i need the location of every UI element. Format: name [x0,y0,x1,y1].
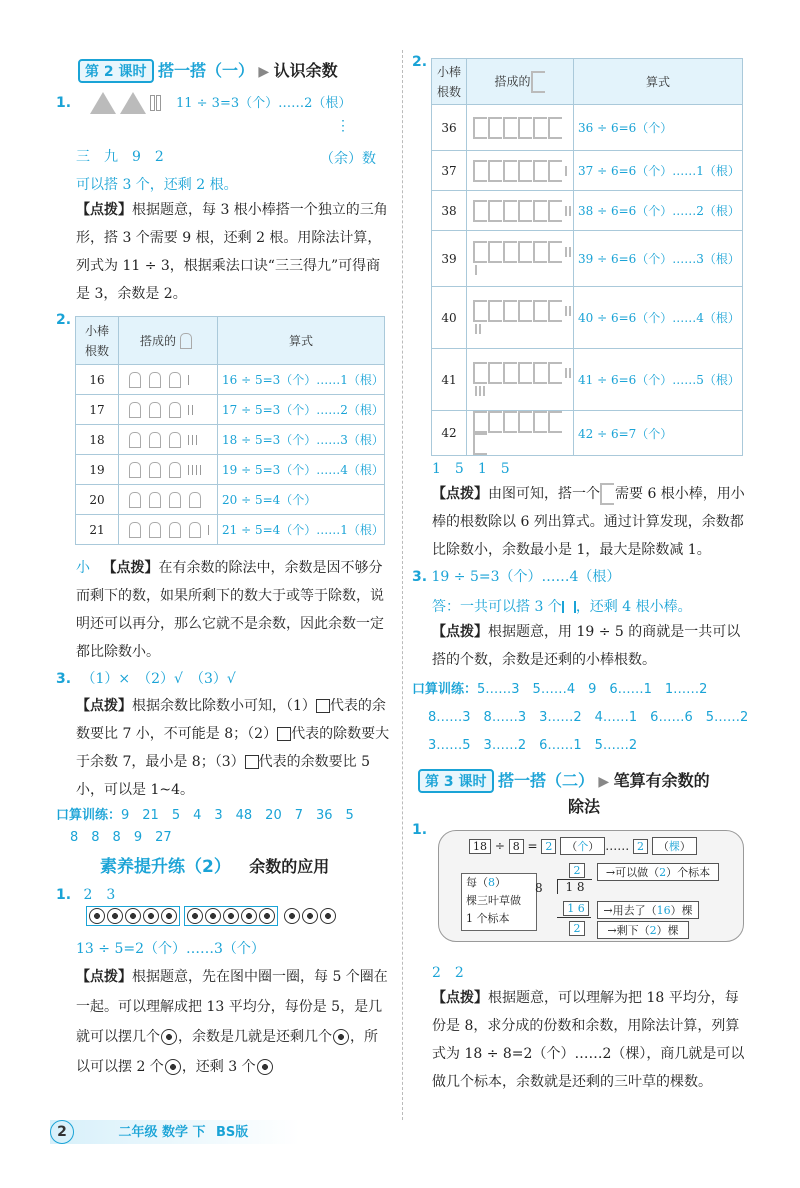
six-shape-icon [548,160,562,182]
q1-hint [76,196,390,308]
q1-answer: 可以搭 3 个，还剩 2 根。 [76,177,238,193]
six-shape-icon [488,241,502,263]
formula-cell: 19 ÷ 5=3（个）……4（根） [218,455,385,485]
triangle-icon [90,92,116,114]
sy-title: 素养提升练（2） [100,857,231,877]
table-header: 算式 [218,317,385,365]
shapes-cell [467,151,574,191]
six-shape-icon [548,241,562,263]
six-shape-icon [503,160,517,182]
six-shape-icon [503,200,517,222]
stick-icon [196,435,197,445]
six-shape-icon [518,200,532,222]
house-icon [169,522,181,538]
formula-cell: 38 ÷ 6=6（个）……2（根） [574,191,743,231]
footer-edition: BS版 [215,1125,249,1140]
table-header: 小棒 根数 [76,317,119,365]
six-shape-icon [548,300,562,322]
arrow-icon: ▶ [598,774,610,790]
shapes-cell [119,455,218,485]
six-shape-icon [548,200,562,222]
remainder: 2 [569,921,585,936]
ball-cluster-icon [165,1059,181,1075]
six-shape-icon [533,300,547,322]
six-shape-icon [533,200,547,222]
shapes-cell [467,287,574,349]
six-shape-icon [473,433,487,455]
formula-cell: 36 ÷ 6=6（个） [574,105,743,151]
q3-block [56,668,236,688]
six-shape-icon [473,241,487,263]
oral-line2: 8……3 8……3 3……2 4……1 6……6 5……2 [428,710,749,725]
r-q3-block [412,566,620,586]
house-icon [129,372,141,388]
sy-header [100,852,329,877]
hint-text: 在有余数的除法中，余数是因不够分而剩下的数，如果所剩下的数大于或等于除数，说明还可以再分，那么它就不是余数，因此余数一定都比除数小。 [76,560,384,660]
table-header: 搭成的 [119,317,218,365]
hint-label: 【点拨】 [76,202,132,218]
r-q1-answer: 2 2 [432,965,464,981]
page-number: 2 [50,1120,74,1144]
sq1-answer: 2 3 [83,887,116,903]
ball-icon [320,908,336,924]
hint-label: 【点拨】 [432,486,488,502]
square-icon [316,699,330,713]
shapes-cell [119,485,218,515]
six-shape-icon [548,411,562,433]
table-row [432,105,743,151]
triangle-icons [90,95,166,111]
six-shape-icon [473,200,487,222]
stick-icon [483,386,485,396]
sy-subtitle: 余数的应用 [249,857,330,876]
product: 1 6 [563,901,589,916]
oral-line1: 9 21 5 4 3 48 20 7 36 5 [121,808,354,823]
q2-hint [76,554,390,666]
q3-hint: 【点拨】根据余数比除数小可知，（1） 代表的余数要比 7 小，不可能是 8；（2） 代表的除数要大于余数 7，最小是 8；（3） 代表的余数要比 5 小，可以是 1~4。 [76,698,390,798]
stick-icon [188,465,189,475]
house-icon [149,492,161,508]
label-box-3: →剩下（2）棵 [597,921,689,939]
q1-chars: 三 九 9 2 [76,149,164,165]
ball-row [86,906,386,926]
hexagon-icon [531,71,545,93]
q2-answer: 小 [76,560,90,576]
table-row [432,191,743,231]
six-shape-icon [503,411,517,433]
table-row [76,365,385,395]
six-shape-icon [473,411,487,433]
r-q3-formula: 19 ÷ 5=3（个）……4（根） [431,569,621,585]
table-header: 算式 [574,59,743,105]
shapes-cell [467,411,574,456]
stick-count: 16 [76,365,119,395]
lesson-subtitle-2: 除法 [568,797,601,816]
stick-icon [569,247,571,257]
six-shape-icon [518,117,532,139]
ball-cluster-icon [161,1029,177,1045]
house-icon [169,402,181,418]
sq1-formula: 13 ÷ 5=2（个）……3（个） [76,941,265,957]
q1-diagram [438,830,744,942]
six-shape-icon [503,241,517,263]
six-shape-icon [518,411,532,433]
table-row [76,395,385,425]
stick-icon [188,405,189,415]
lesson-title: 搭一搭（二） [497,771,594,790]
hint-label: 【点拨】 [76,969,132,985]
left-label-box: 每（8） 棵三叶草做 1 个标本 [461,873,537,931]
oral-line2: 8 8 8 9 27 [70,830,172,845]
hint-label: 【点拨】 [76,698,132,714]
house-icon [129,462,141,478]
stick-icon [565,247,567,257]
q-number: 1. [412,822,428,838]
q3-answers: （1）× （2）√ （3）√ [81,671,236,687]
house-icon [149,462,161,478]
divisor: 8 [535,881,543,895]
shapes-cell [467,349,574,411]
lesson-badge: 第 3 课时 [418,769,494,793]
r-q2-answer: 1 5 1 5 [432,461,510,477]
house-icon [149,432,161,448]
stick-icon [156,95,161,111]
six-shape-icon [518,300,532,322]
r-q3-answer: 答：一共可以搭 3 个 ，还剩 4 根小棒。 [432,599,692,615]
lesson-badge: 第 2 课时 [78,59,154,83]
six-shape-icon [518,160,532,182]
house-icon [149,372,161,388]
oral-line3: 3……5 3……2 6……1 5……2 [428,738,638,753]
shapes-cell [119,425,218,455]
dividend: 1 8 [557,879,592,894]
stick-icon [565,206,567,216]
lesson-subtitle: 认识余数 [273,61,338,80]
r-q2-hint: 【点拨】由图可知，搭一个 需要 6 根小棒，用小棒的根数除以 6 列出算式。通过计算发现，余数都比除数小，余数最小是 1，最大是除数减 1。 [432,480,752,564]
stick-icon [188,435,189,445]
shapes-cell [119,515,218,545]
hint-label: 【点拨】 [432,990,488,1006]
six-shape-icon [518,241,532,263]
stick-icon [565,166,567,176]
ball-icon [257,1059,273,1075]
q1-yu: （余）数 [320,151,376,167]
oral-label: 口算训练： [56,808,122,823]
stick-icon [200,465,201,475]
stick-count: 39 [432,231,467,287]
stick-count: 41 [432,349,467,411]
table-header: 搭成的 [467,59,574,105]
square-icon [277,727,291,741]
stick-count: 38 [432,191,467,231]
stick-icon [569,306,571,316]
y-shape-icon [562,601,576,613]
q-number: 2. [56,312,72,328]
house-icon [169,432,181,448]
stick-count: 42 [432,411,467,456]
oral-label: 口算训练： [412,682,478,697]
r-oral-training [412,676,748,760]
six-shape-icon [488,411,502,433]
q1-dots: ⋮ [336,118,350,134]
house-icon [129,402,141,418]
label-box-1: →可以做（2）个标本 [597,863,719,881]
hint-label: 【点拨】 [102,560,159,576]
six-shape-icon [533,241,547,263]
label-box-2: →用去了（16）棵 [597,901,699,919]
house-icon [180,333,192,349]
oral-training [56,805,354,849]
footer [50,1120,300,1144]
house-icon [169,372,181,388]
table-header: 小棒 根数 [432,59,467,105]
lesson-subtitle: 笔算有余数的 [613,771,710,790]
house-icon [189,492,201,508]
six-shape-icon [548,117,562,139]
six-shape-icon [473,362,487,384]
table-row [432,231,743,287]
hint-label: 【点拨】 [432,624,488,640]
formula-cell: 42 ÷ 6=7（个） [574,411,743,456]
six-shape-icon [503,300,517,322]
quotient: 2 [569,863,585,878]
stick-icon [569,206,571,216]
table-row [76,485,385,515]
stick-icon [569,368,571,378]
top-equation: 18 ÷ 8 = 2 （个） …… 2 （棵） [469,837,697,855]
house-icon [149,402,161,418]
formula-cell: 37 ÷ 6=6（个）……1（根） [574,151,743,191]
six-shape-icon [488,362,502,384]
six-shape-icon [473,300,487,322]
q1-block [56,92,396,114]
stick-count: 36 [432,105,467,151]
stick-count: 18 [76,425,119,455]
hexagon-icon [600,483,614,505]
stick-icon [188,375,189,385]
stick-icon [475,386,477,396]
stick-icon [475,324,477,334]
stick-count: 20 [76,485,119,515]
shapes-cell [467,231,574,287]
lesson-title: 搭一搭（一） [157,61,254,80]
stick-count: 17 [76,395,119,425]
sq1-block [56,884,115,904]
stick-icon [479,386,481,396]
q1-formula: 11 ÷ 3=3（个）……2（根） [175,96,352,111]
arrow-icon: ▶ [258,64,270,80]
shapes-cell [119,365,218,395]
stick-count: 40 [432,287,467,349]
formula-cell: 20 ÷ 5=4（个） [218,485,385,515]
stick-icon [475,265,477,275]
house-icon [129,432,141,448]
formula-cell: 40 ÷ 6=6（个）……4（根） [574,287,743,349]
column-divider [402,50,403,1120]
house-icon [129,522,141,538]
house-icon [189,522,201,538]
house-icon [129,492,141,508]
formula-cell: 39 ÷ 6=6（个）……3（根） [574,231,743,287]
six-shape-icon [488,300,502,322]
six-shape-icon [533,160,547,182]
stick-count: 37 [432,151,467,191]
formula-cell: 17 ÷ 5=3（个）……2（根） [218,395,385,425]
table-row [432,349,743,411]
stick-count: 21 [76,515,119,545]
stick-icon [479,324,481,334]
house-icon [169,462,181,478]
six-shape-icon [503,362,517,384]
q-number: 2. [412,54,428,70]
stick-icon [208,525,209,535]
six-shape-icon [488,117,502,139]
formula-cell: 41 ÷ 6=6（个）……5（根） [574,349,743,411]
ball-icon [333,1029,349,1045]
q-number: 3. [56,671,72,687]
six-shape-icon [518,362,532,384]
lesson3-header [418,768,758,793]
stick-icon [192,465,193,475]
oral-line1: 5……3 5……4 9 6……1 1……2 [477,682,708,697]
stick-count: 19 [76,455,119,485]
shapes-cell [119,395,218,425]
r-q3-hint: 【点拨】根据题意，用 19 ÷ 5 的商就是一共可以搭的个数，余数是还剩的小棒根数。 [432,624,741,668]
six-shape-icon [548,362,562,384]
house-icon [169,492,181,508]
stick-icon [565,368,567,378]
ball-group [184,906,278,926]
div-line [557,917,591,918]
r-q2-table [431,58,743,456]
table-row [76,455,385,485]
stick-icon [565,306,567,316]
triangle-icon [120,92,146,114]
six-shape-icon [473,160,487,182]
six-shape-icon [488,200,502,222]
table-row [432,151,743,191]
r-q1-hint: 【点拨】根据题意，可以理解为把 18 平均分，每份是 8，求分成的份数和余数，用除法计算，列算式为 18 ÷ 8=2（个）……2（棵），商几就是可以做几个标本，余数就是还剩的三叶草的棵数。 [432,990,745,1090]
ball-icon [302,908,318,924]
table-row [76,515,385,545]
house-icon [149,522,161,538]
formula-cell: 16 ÷ 5=3（个）……1（根） [218,365,385,395]
lesson2-header [78,58,398,83]
q-number: 1. [56,95,72,111]
stick-icon [150,95,155,111]
formula-cell: 21 ÷ 5=4（个）……1（根） [218,515,385,545]
stick-icon [192,435,193,445]
hint-text: 根据题意，每 3 根小棒搭一个独立的三角形，搭 3 个需要 9 根，还剩 2 根。用除法计算，列式为 11 ÷ 3，根据乘法口诀“三三得九”可得商是 3，余数是 2。 [76,202,388,302]
formula-cell: 18 ÷ 5=3（个）……3（根） [218,425,385,455]
six-shape-icon [488,160,502,182]
footer-brand: 二年级 数学 下 [118,1125,206,1140]
square-icon [245,755,259,769]
six-shape-icon [533,362,547,384]
shapes-cell [467,191,574,231]
q2-table [75,316,385,545]
q-number: 1. [56,887,72,903]
stick-icon [196,465,197,475]
table-row [76,425,385,455]
sq1-hint: 【点拨】根据题意，先在图中圈一圈，每 5 个圈在一起。可以理解成把 13 平均分，每份是 5，是几就可以摆几个 ，余数是几就是还剩几个 ，所以可以摆 2 个 ，还剩 3 个 [76,969,388,1075]
six-shape-icon [503,117,517,139]
table-row [432,287,743,349]
q-number: 3. [412,569,428,585]
shapes-cell [467,105,574,151]
table-row [432,411,743,456]
six-shape-icon [533,117,547,139]
six-shape-icon [533,411,547,433]
ball-icon [284,908,300,924]
stick-icon [192,405,193,415]
ball-group [86,906,180,926]
six-shape-icon [473,117,487,139]
